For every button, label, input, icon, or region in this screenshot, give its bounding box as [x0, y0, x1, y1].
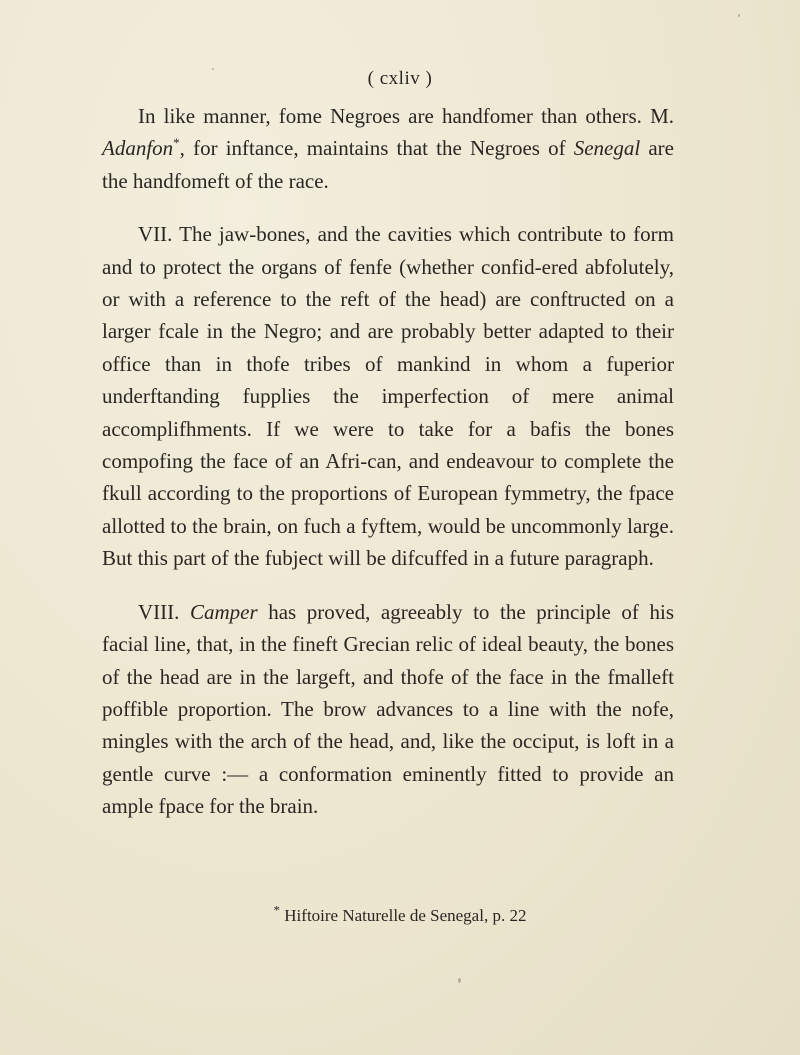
place-name-senegal: Senegal — [573, 136, 641, 161]
footnote-text: Hiftoire Naturelle de Senegal, p. 22 — [280, 906, 527, 925]
author-name-adanson: Adanfon — [102, 136, 174, 161]
section-viii-text-a: VIII. — [138, 599, 190, 624]
author-name-camper: Camper — [189, 599, 258, 624]
paper-speck — [458, 978, 461, 983]
footnote-reference: * — [173, 135, 180, 151]
footnote — [0, 902, 800, 926]
paper-speck — [738, 14, 740, 17]
section-viii-paragraph — [102, 596, 674, 823]
paper-speck — [212, 68, 214, 70]
body-text — [102, 100, 674, 823]
paragraph-intro — [102, 100, 674, 197]
paragraph-intro-text-b: , for inftance, maintains that the Negroes of — [179, 136, 574, 161]
paragraph-intro-text-c: are the handfomeft of the race. — [102, 136, 675, 193]
page-number: ( cxliv ) — [367, 68, 433, 89]
section-vii-paragraph: VII. The jaw-bones, and the cavities which contribute to form and to protect the organs of fenfe (whether confid-ered abfolutely, or with a reference to the reft of the head) are conftructed on a larger fcale in the Negro; and are probably better adapted to their office than in thofe tribes of mankind in whom a fuperior underftanding fupplies the imperfection of mere animal accomplifhments. If we were to take for a bafis the bones compofing the face of an Afri-can, and endeavour to complete the fkull according to the proportions of European fymmetry, the fpace allotted to the brain, on fuch a fyftem, would be uncommonly large. But this part of the fubject will be difcuffed in a future paragraph. — [102, 222, 674, 571]
section-viii-text-b: has proved, agreeably to the principle of his facial line, that, in the fineft Grecian relic of ideal beauty, the bones of the head are in the largeft, and thofe of the face in the fmalleft poffible proportion. The brow advances to a line with the nofe, mingles with the arch of the head, and, like the occiput, is loft in a gentle curve :— a conformation eminently fitted to provide an ample fpace for the brain. — [102, 599, 674, 819]
footnote-mark: * — [273, 902, 281, 918]
paragraph-intro-text-a: In like manner, fome Negroes are handfomer than others. M. — [138, 104, 674, 128]
